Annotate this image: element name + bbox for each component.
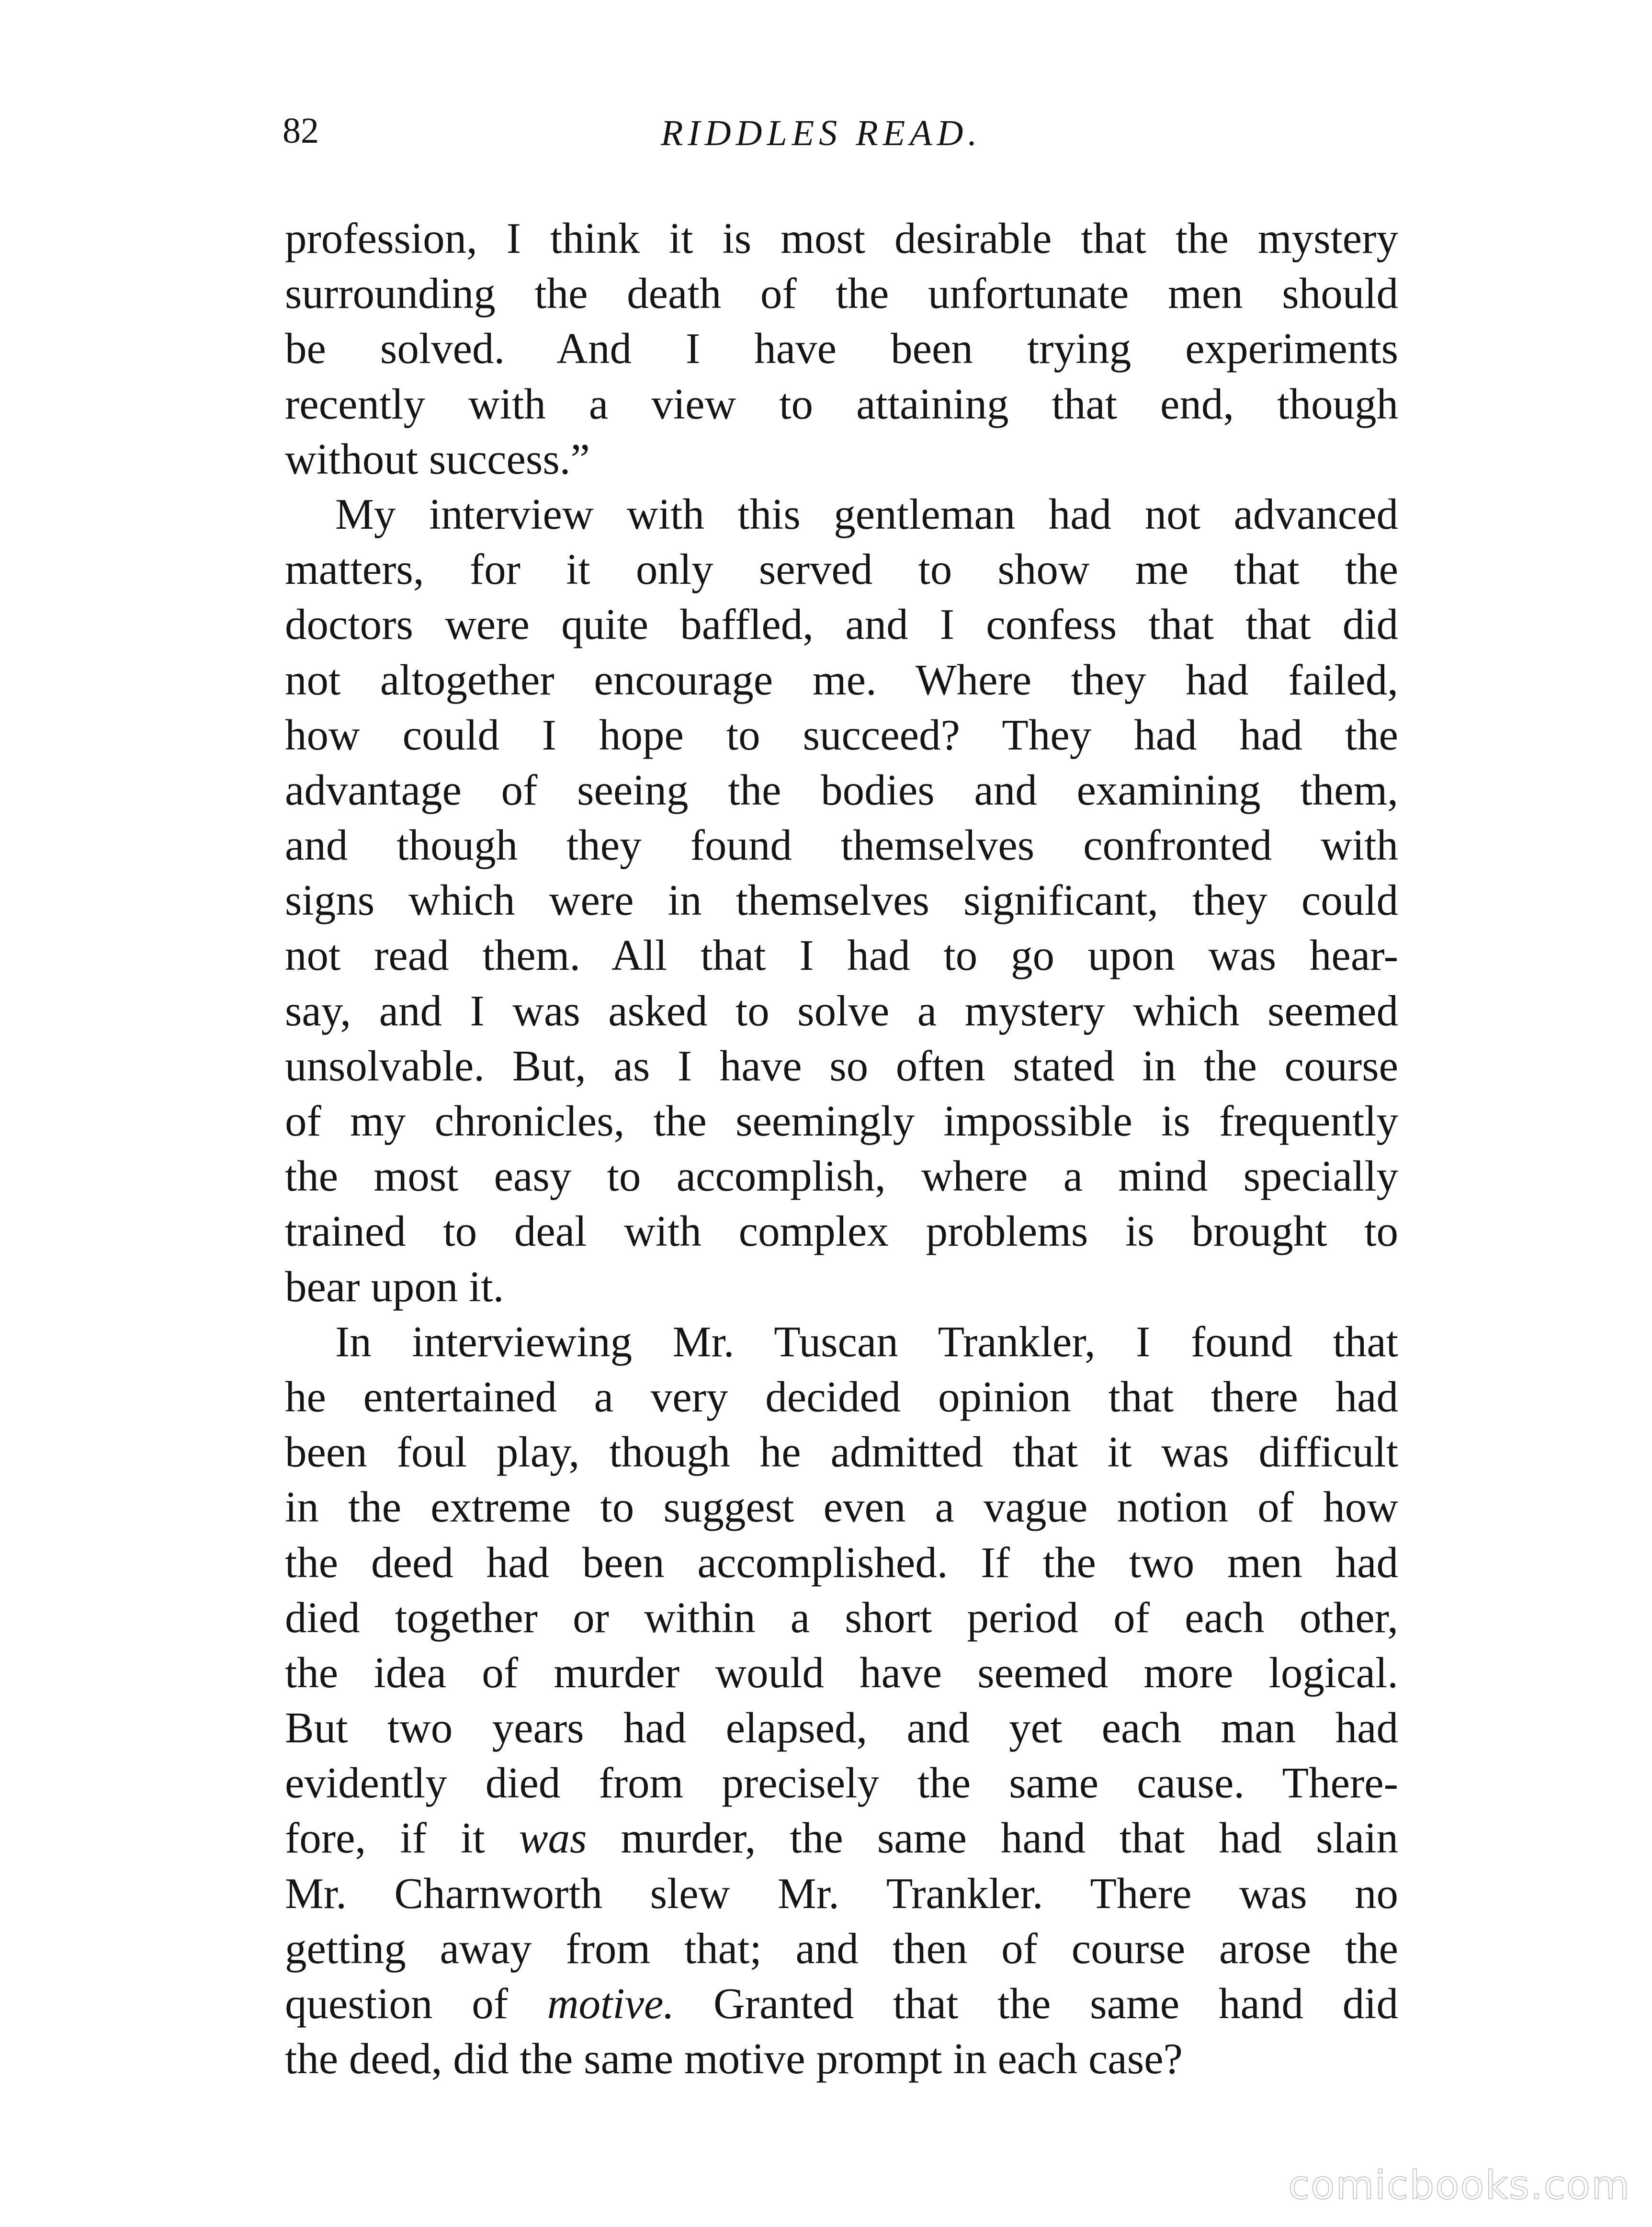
- text-line: the most easy to accomplish, where a mind specially: [285, 1152, 1398, 1201]
- text-line: and though they found themselves confronted with: [285, 821, 1398, 870]
- text-line: advantage of seeing the bodies and examining them,: [285, 765, 1398, 814]
- text-line: been foul play, though he admitted that it was difficult: [285, 1428, 1398, 1477]
- text-line: getting away from that; and then of course arose the: [285, 1924, 1398, 1973]
- text-line: matters, for it only served to show me that the: [285, 545, 1398, 594]
- text-line: the deed, did the same motive prompt in each case?: [285, 2034, 1183, 2083]
- text-line: not read them. All that I had to go upon was hear-: [285, 931, 1398, 980]
- paragraph-1: [285, 211, 1398, 487]
- text-line: trained to deal with complex problems is brought to: [285, 1207, 1398, 1256]
- text-line: he entertained a very decided opinion that there had: [285, 1372, 1398, 1421]
- text-line: died together or within a short period of each other,: [285, 1593, 1398, 1642]
- text-line: surrounding the death of the unfortunate men should: [285, 269, 1398, 318]
- text-line: say, and I was asked to solve a mystery which seemed: [285, 986, 1398, 1035]
- text-line: profession, I think it is most desirable that the mystery: [285, 214, 1398, 262]
- text-line: not altogether encourage me. Where they had failed,: [285, 655, 1398, 704]
- text-line: of my chronicles, the seemingly impossible is frequently: [285, 1097, 1398, 1145]
- text-line: question of motive. Granted that the same hand did: [285, 1979, 1398, 2028]
- text-line: in the extreme to suggest even a vague notion of how: [285, 1483, 1398, 1532]
- text-line: signs which were in themselves significant, they could: [285, 876, 1398, 925]
- text-line: fore, if it was murder, the same hand that had slain: [285, 1814, 1398, 1863]
- text-line: bear upon it.: [285, 1262, 504, 1311]
- text-line: evidently died from precisely the same cause. There-: [285, 1759, 1398, 1807]
- text-line: But two years had elapsed, and yet each man had: [285, 1704, 1398, 1752]
- text-line: recently with a view to attaining that end, though: [285, 379, 1398, 428]
- running-head: RIDDLES READ.: [661, 113, 982, 153]
- text-line: Mr. Charnworth slew Mr. Trankler. There was no: [285, 1869, 1398, 1918]
- paragraph-2: [285, 487, 1398, 1314]
- text-line: how could I hope to succeed? They had had the: [285, 710, 1398, 759]
- page-number: 82: [283, 111, 319, 151]
- text-line: In interviewing Mr. Tuscan Trankler, I found that: [335, 1317, 1398, 1366]
- text-line: the deed had been accomplished. If the two men had: [285, 1538, 1398, 1587]
- paragraph-3: [285, 1314, 1398, 2087]
- text-line: unsolvable. But, as I have so often stated in the course: [285, 1041, 1398, 1090]
- watermark-logo: comicbooks.com: [1288, 2163, 1630, 2208]
- text-line: My interview with this gentleman had not advanced: [335, 489, 1398, 538]
- text-line: without success.”: [285, 434, 590, 483]
- text-line: doctors were quite baffled, and I confess that that did: [285, 600, 1398, 649]
- text-line: the idea of murder would have seemed more logical.: [285, 1648, 1398, 1697]
- body-text: [285, 211, 1398, 2086]
- text-line: be solved. And I have been trying experiments: [285, 324, 1398, 373]
